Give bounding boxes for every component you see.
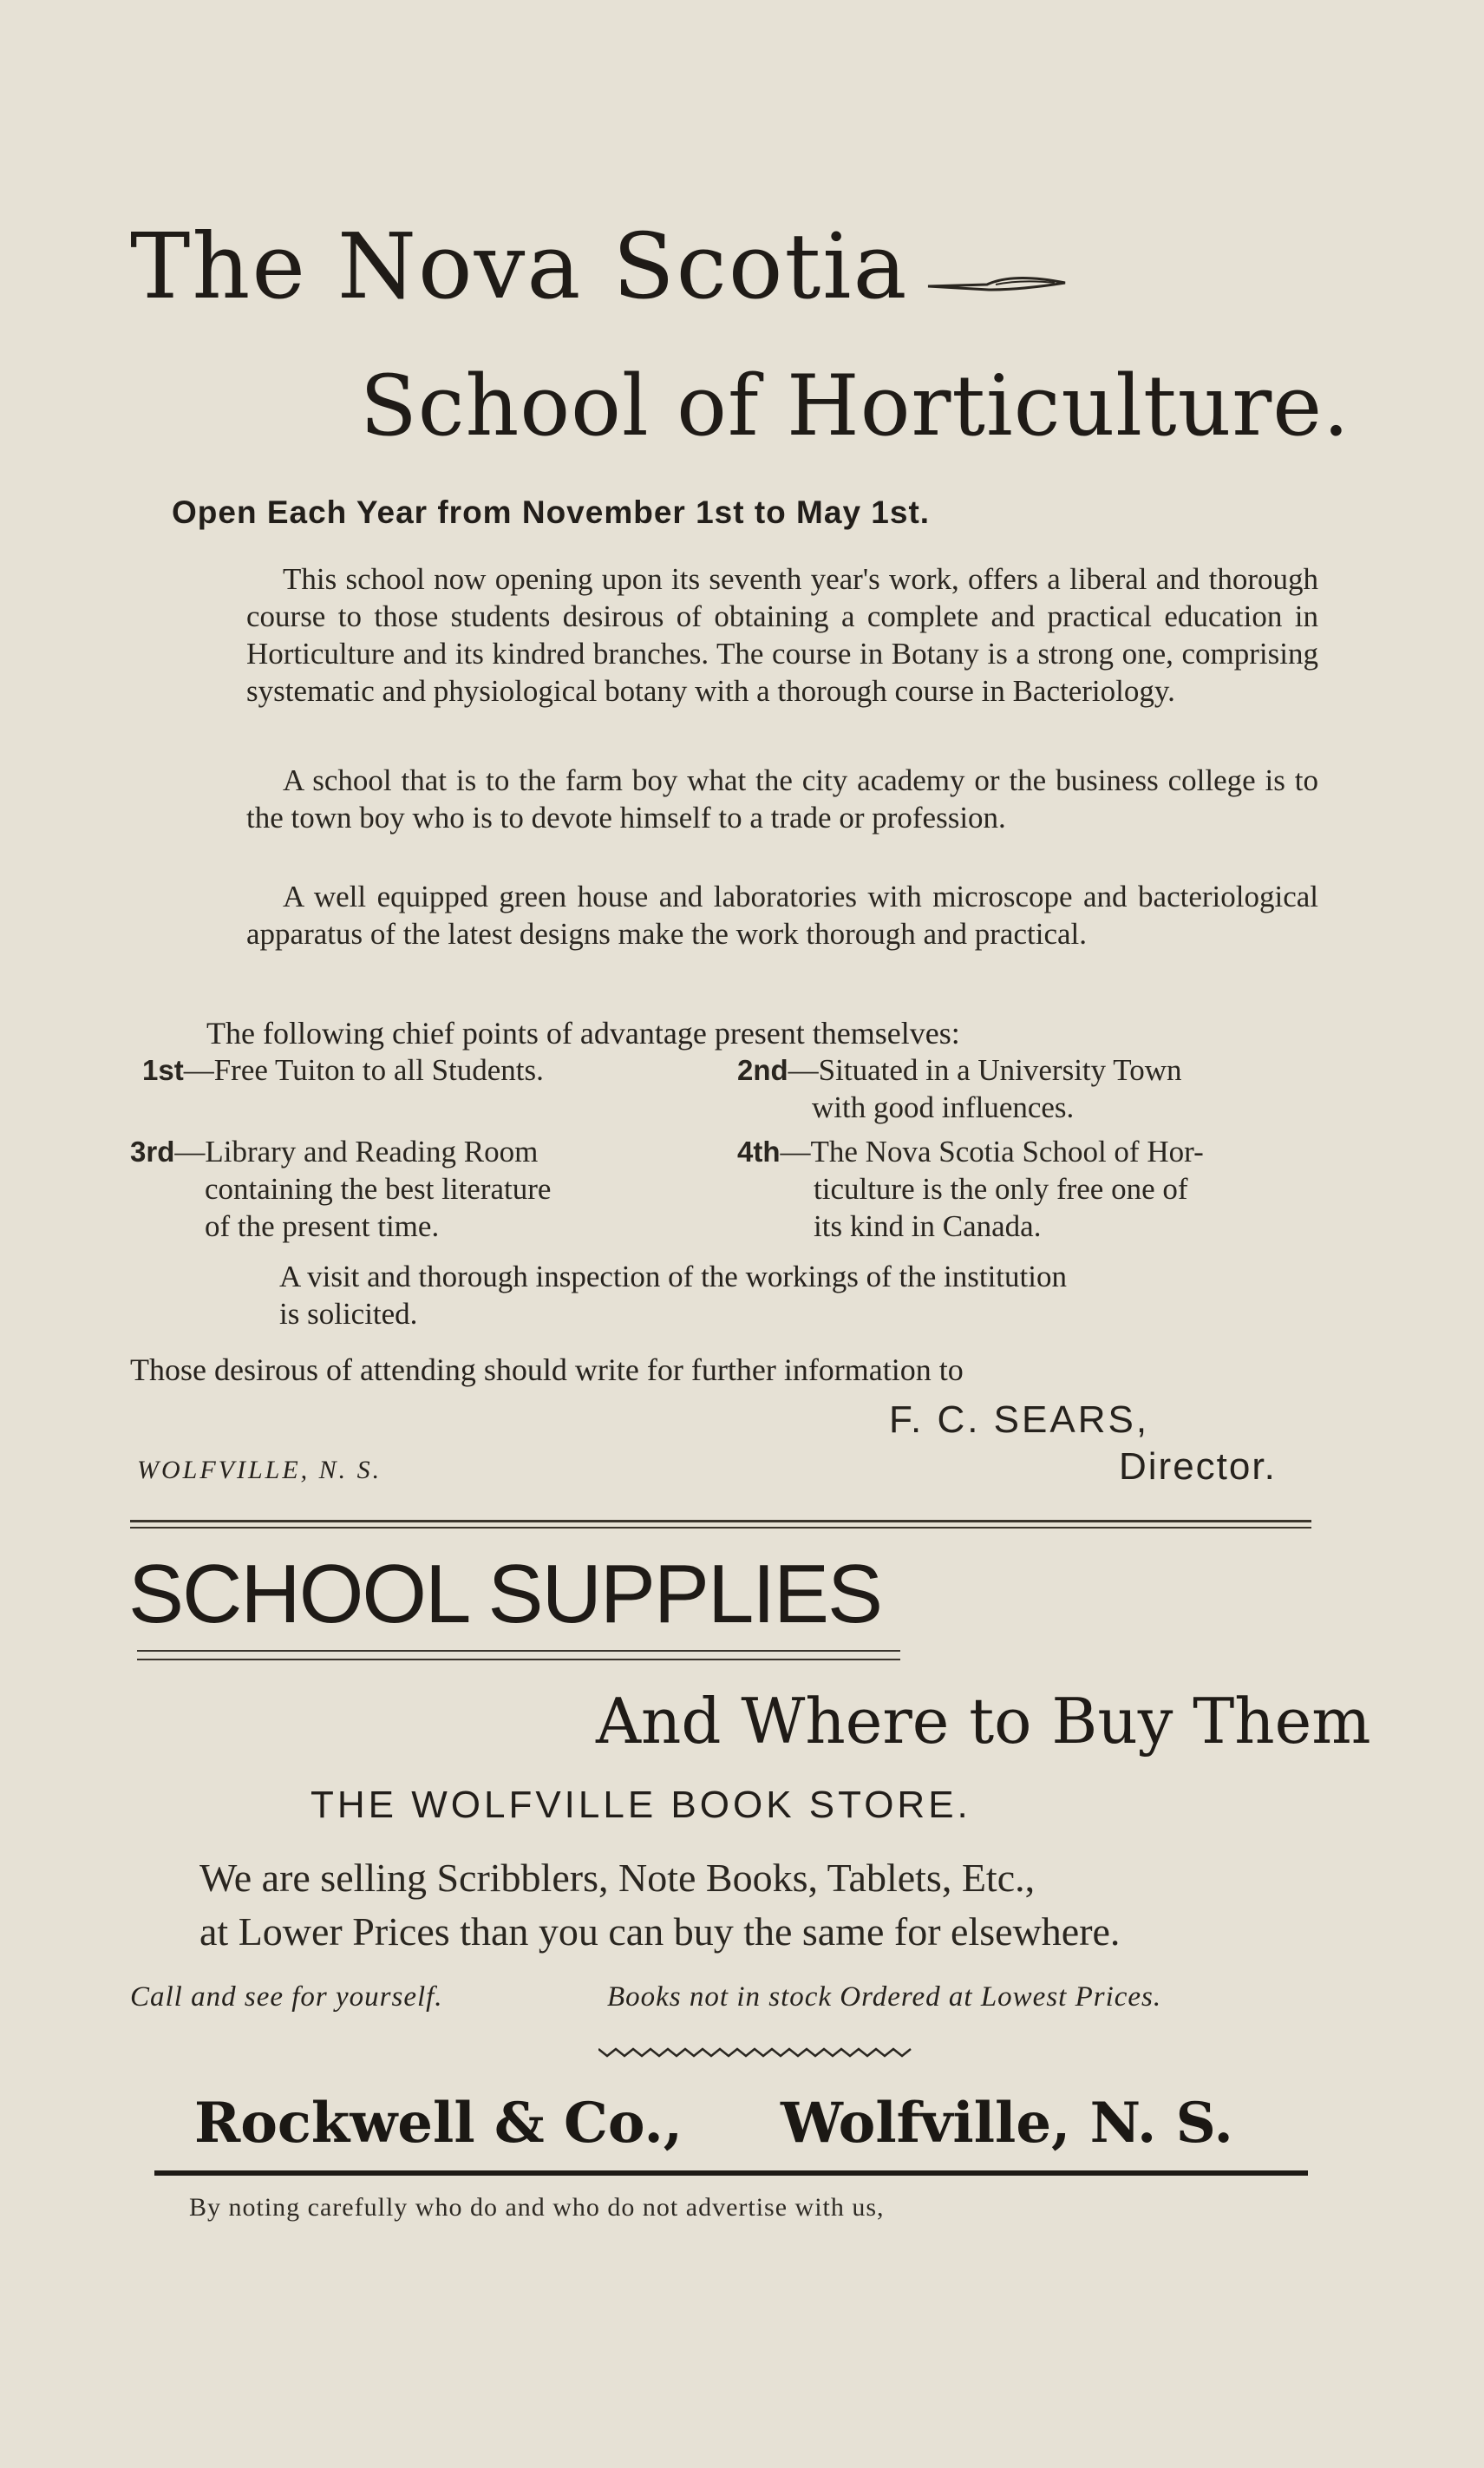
points-intro: The following chief points of advantage present themselves:	[206, 1016, 960, 1051]
paragraph-3: A well equipped green house and laboratories with microscope and bacteriological apparatus of the latest designs make the work thorough and practical.	[246, 880, 1318, 951]
visit-line-2: is solicited.	[279, 1297, 418, 1331]
divider-rule	[130, 1520, 1311, 1522]
selling-line-1: We are selling Scribblers, Note Books, Tablets, Etc.,	[199, 1856, 1036, 1900]
point-4-line3: its kind in Canada.	[814, 1209, 1042, 1243]
point-1-num: 1st	[142, 1054, 184, 1086]
title-line-2: School of Horticulture.	[360, 357, 1350, 455]
supplies-tagline: And Where to Buy Them	[596, 1685, 1371, 1758]
point-3	[130, 1133, 685, 1245]
point-3-line2: containing the best literature	[205, 1172, 552, 1206]
paragraph-2: A school that is to the farm boy what the city academy or the business college is to the town boy who is to devote himself to a trade or profession.	[246, 763, 1318, 835]
point-2-num: 2nd	[737, 1054, 788, 1086]
underline-rule	[137, 1659, 900, 1660]
selling-text	[199, 1851, 1120, 1959]
point-2	[737, 1051, 1318, 1126]
point-4-line2: ticulture is the only free one of	[814, 1172, 1188, 1206]
director-name: F. C. SEARS,	[889, 1398, 1150, 1441]
footer-text: By noting carefully who do and who do not advertise with us,	[189, 2193, 885, 2222]
store-name: THE WOLFVILLE BOOK STORE.	[311, 1784, 971, 1826]
point-4	[737, 1133, 1318, 1245]
contact-instruction: Those desirous of attending should write for further information to	[130, 1352, 964, 1387]
point-4-line1: —The Nova Scotia School of Hor-	[780, 1135, 1204, 1169]
point-2-line1: —Situated in a University Town	[788, 1053, 1182, 1087]
flourish-ornament	[926, 267, 1067, 302]
zigzag-ornament	[598, 2047, 912, 2058]
selling-line-2: at Lower Prices than you can buy the same for elsewhere.	[199, 1909, 1121, 1954]
point-3-line1: —Library and Reading Room	[174, 1135, 539, 1169]
visit-text	[279, 1258, 1320, 1332]
title-line-1: The Nova Scotia	[130, 213, 909, 319]
point-1	[142, 1051, 680, 1089]
order-text: Books not in stock Ordered at Lowest Prices.	[607, 1981, 1162, 2013]
point-1-line1: —Free Tuiton to all Students.	[183, 1053, 544, 1087]
divider-rule	[130, 1527, 1311, 1529]
point-3-line3: of the present time.	[205, 1209, 440, 1243]
paragraph-1: This school now opening upon its seventh year's work, offers a liberal and thorough course to those students desirous of obtaining a complete and practical education in Horticulture and its kindred branches. The course in Botany is a strong one, comprising systematic and physiological botany with a thorough course in Bacteriology.	[246, 562, 1318, 708]
visit-line-1: A visit and thorough inspection of the workings of the institution	[279, 1260, 1067, 1293]
footer-rule	[154, 2170, 1308, 2176]
director-title: Director.	[1119, 1445, 1277, 1488]
point-2-line2: with good influences.	[812, 1090, 1075, 1124]
location-line: WOLFVILLE, N. S.	[137, 1456, 382, 1484]
call-text: Call and see for yourself.	[130, 1981, 443, 2013]
subtitle: Open Each Year from November 1st to May 1st.	[172, 494, 931, 530]
point-4-num: 4th	[737, 1136, 781, 1168]
company-name: Rockwell & Co.,	[194, 2091, 683, 2156]
underline-rule	[137, 1650, 900, 1652]
supplies-headline: SCHOOL SUPPLIES	[128, 1548, 882, 1640]
company-town: Wolfville, N. S.	[781, 2091, 1233, 2156]
point-3-num: 3rd	[130, 1136, 175, 1168]
